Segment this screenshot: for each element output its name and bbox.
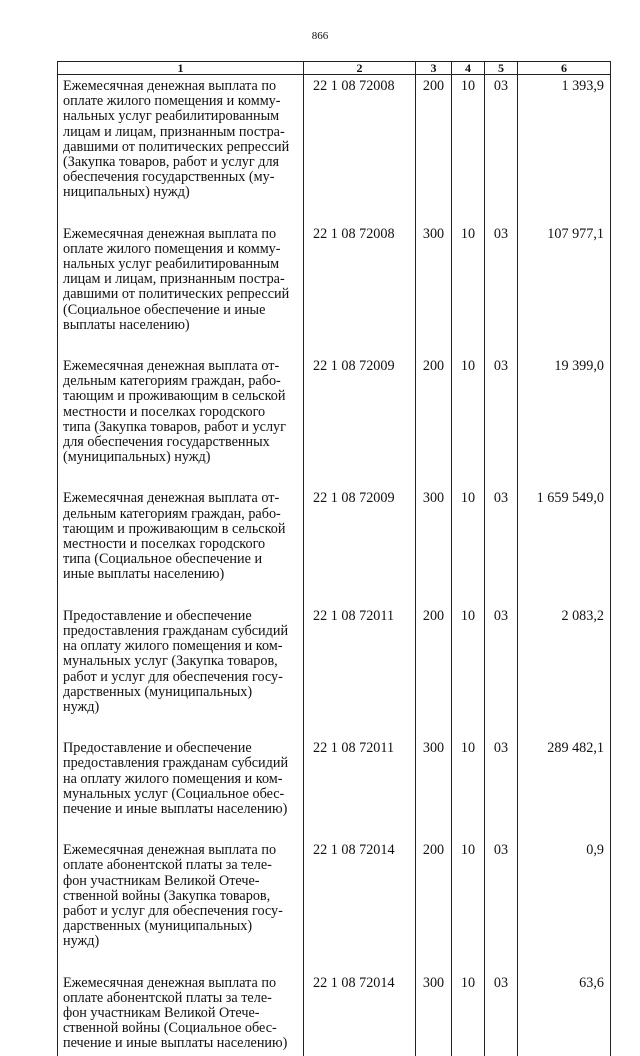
amount: 63,6 [518,972,611,1056]
section-code: 10 [452,487,485,604]
subsection-code: 03 [485,737,518,839]
expense-type-code: 300 [416,487,452,604]
section-code: 10 [452,605,485,737]
expense-name-line: для обеспечения государственных [63,434,270,451]
expense-name-line: предоставления гражданам субсидий [63,622,289,639]
expense-name-line: обеспечения государственных (му- [63,169,275,186]
expense-name-line: на оплату жилого помещения и ком- [63,770,283,787]
expense-name-line: печение и иные выплаты населению) [63,800,288,817]
expense-name-line: тающим и проживающим в сельской [63,520,286,537]
expense-name-line: выплаты населению) [63,316,190,333]
expense-name [58,605,304,737]
table-row [58,839,611,971]
expense-type-code: 300 [416,972,452,1056]
expense-name-line: Ежемесячная денежная выплата по [63,78,277,94]
expense-type-code: 300 [416,223,452,355]
expense-type-code: 300 [416,737,452,839]
amount: 107 977,1 [518,223,611,355]
budget-code: 22 1 08 72008 [304,223,416,355]
table-row [58,355,611,487]
amount: 19 399,0 [518,355,611,487]
column-header-3: 3 [416,62,452,75]
expense-name-line: оплате жилого помещения и комму- [63,240,281,257]
budget-code: 22 1 08 72011 [304,605,416,737]
table-row [58,75,611,223]
expense-name [58,75,304,223]
expense-type-code: 200 [416,75,452,223]
budget-code: 22 1 08 72011 [304,737,416,839]
subsection-code: 03 [485,75,518,223]
expense-name-line: тающим и проживающим в сельской [63,388,286,405]
column-header-1: 1 [58,62,304,75]
expense-name-line: дарственных (муниципальных) [63,683,253,700]
section-code: 10 [452,839,485,971]
expense-name-line: лицам и лицам, признанным постра- [63,271,285,288]
expense-name-line: нальных услуг реабилитированным [63,108,280,125]
expense-name-line: фон участникам Великой Отече- [63,1004,260,1021]
page-number: 866 [311,30,329,42]
subsection-code: 03 [485,223,518,355]
amount: 1 393,9 [518,75,611,223]
expense-name-line: местности и поселках городского [63,536,266,553]
column-header-4: 4 [452,62,485,75]
expense-name-line: печение и иные выплаты населению) [63,1035,288,1052]
table-header [58,62,611,75]
amount: 1 659 549,0 [518,487,611,604]
budget-table [57,61,611,1056]
expense-name-line: предоставления гражданам субсидий [63,755,289,772]
expense-name [58,487,304,604]
subsection-code: 03 [485,487,518,604]
expense-type-code: 200 [416,355,452,487]
expense-type-code: 200 [416,605,452,737]
amount: 2 083,2 [518,605,611,737]
expense-name-line: типа (Закупка товаров, работ и услуг [63,418,286,435]
expense-name-line: местности и поселках городского [63,403,266,420]
table-row [58,605,611,737]
expense-name-line: оплате жилого помещения и комму- [63,93,281,110]
section-code: 10 [452,75,485,223]
expense-name-line: нужд) [63,698,100,715]
column-header-2: 2 [304,62,416,75]
expense-name-line: Предоставление и обеспечение [63,740,252,757]
expense-name-line: ственной войны (Закупка товаров, [63,887,271,904]
section-code: 10 [452,355,485,487]
expense-name [58,839,304,971]
expense-name-line: нужд) [63,933,100,950]
budget-code: 22 1 08 72014 [304,839,416,971]
expense-name [58,737,304,839]
table-row [58,223,611,355]
expense-name-line: Ежемесячная денежная выплата от- [63,490,280,507]
expense-name-line: дельным категориям граждан, рабо- [63,373,281,390]
expense-name-line: на оплату жилого помещения и ком- [63,638,283,655]
expense-name [58,355,304,487]
expense-name-line: работ и услуг для обеспечения госу- [63,902,283,919]
subsection-code: 03 [485,839,518,971]
subsection-code: 03 [485,355,518,487]
expense-name-line: давшими от политических репрессий [63,286,290,303]
expense-name-line: (муниципальных) нужд) [63,449,211,466]
expense-name-line: оплате абонентской платы за теле- [63,989,272,1006]
expense-name-line: лицам и лицам, признанным постра- [63,123,285,140]
budget-code: 22 1 08 72008 [304,75,416,223]
expense-name-line: Ежемесячная денежная выплата по [63,225,277,242]
budget-code: 22 1 08 72009 [304,355,416,487]
budget-code: 22 1 08 72014 [304,972,416,1056]
header-row [58,62,611,75]
section-code: 10 [452,737,485,839]
expense-name-line: ственной войны (Социальное обес- [63,1020,277,1037]
expense-name [58,972,304,1056]
amount: 0,9 [518,839,611,971]
expense-name-line: давшими от политических репрессий [63,138,290,155]
column-header-5: 5 [485,62,518,75]
subsection-code: 03 [485,972,518,1056]
expense-name-line: дарственных (муниципальных) [63,918,253,935]
table-row [58,972,611,1056]
section-code: 10 [452,223,485,355]
expense-name-line: дельным категориям граждан, рабо- [63,505,281,522]
amount: 289 482,1 [518,737,611,839]
table-body [58,75,611,1056]
expense-name-line: мунальных услуг (Закупка товаров, [63,653,278,670]
expense-name-line: типа (Социальное обеспечение и [63,551,263,568]
expense-name-line: Предоставление и обеспечение [63,607,252,624]
expense-name-line: Ежемесячная денежная выплата от- [63,358,280,375]
expense-type-code: 200 [416,839,452,971]
expense-name-line: работ и услуг для обеспечения госу- [63,668,283,685]
expense-name-line: иные выплаты населению) [63,566,225,583]
expense-name-line: (Закупка товаров, работ и услуг для [63,154,280,171]
column-header-6: 6 [518,62,611,75]
expense-name-line: (Социальное обеспечение и иные [63,301,266,318]
expense-name [58,223,304,355]
budget-code: 22 1 08 72009 [304,487,416,604]
expense-name-line: Ежемесячная денежная выплата по [63,974,277,991]
subsection-code: 03 [485,605,518,737]
expense-name-line: мунальных услуг (Социальное обес- [63,785,285,802]
expense-name-line: оплате абонентской платы за теле- [63,857,272,874]
table-row [58,487,611,604]
expense-name-line: фон участникам Великой Отече- [63,872,260,889]
expense-name-line: ниципальных) нужд) [63,184,190,201]
table-row [58,737,611,839]
expense-name-line: Ежемесячная денежная выплата по [63,842,277,859]
expense-name-line: нальных услуг реабилитированным [63,256,280,273]
section-code: 10 [452,972,485,1056]
